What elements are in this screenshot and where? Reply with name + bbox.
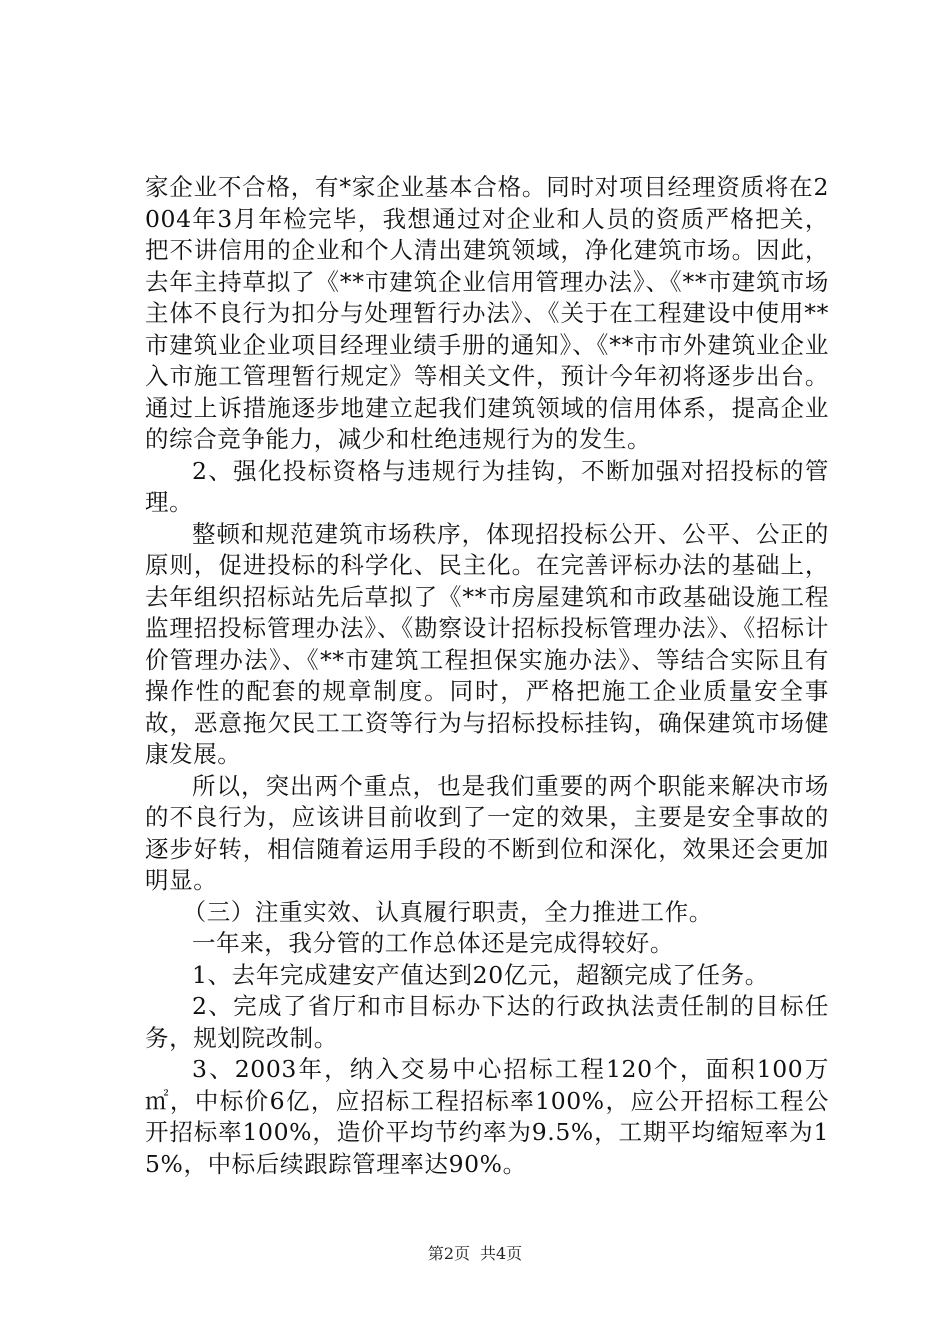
paragraph-continuation: 家企业不合格，有*家企业基本合格。同时对项目经理资质将在2004年3月年检完毕，我想通过对企业和人员的资质严格把关，把不讲信用的企业和个人清出建筑领域，净化建筑市场。因此，去年主持草拟了《**市建筑企业信用管理办法》、《**市建筑市场主体不良行为扣分与处理暂行办法》、《关于在工程建设中使用**市建筑业企业项目经理业绩手册的通知》、《**市市外建筑业企业入市施工管理暂行规定》等相关文件，预计今年初将逐步出台。通过上诉措施逐步地建立起我们建筑领域的信用体系，提高企业的综合竞争能力，减少和杜绝违规行为的发生。 <box>145 173 829 453</box>
list-item-3: 3、2003年，纳入交易中心招标工程120个，面积100万㎡，中标价6亿，应招标工程招标率100%，应公开招标工程公开招标率100%，造价平均节约率为9.5%，工期平均缩短率为15%，中标后续跟踪管理率达90%。 <box>145 1055 829 1178</box>
list-item-2: 2、完成了省厅和市目标办下达的行政执法责任制的目标任务，规划院改制。 <box>145 992 829 1052</box>
paragraph-bidding-regulation: 整顿和规范建筑市场秩序，体现招投标公开、公平、公正的原则，促进投标的科学化、民主化。在完善评标办法的基础上，去年组织招标站先后草拟了《**市房屋建筑和市政基础设施工程监理招投标管理办法》、《勘察设计招标投标管理办法》、《招标计价管理办法》、《**市建筑工程担保实施办法》、等结合实际且有操作性的配套的规章制度。同时，严格把施工企业质量安全事故，恶意拖欠民工工资等行为与招标投标挂钩，确保建筑市场健康发展。 <box>145 519 829 768</box>
page-total: 共4页 <box>480 1244 523 1263</box>
paragraph-item-2-heading: 2、强化投标资格与违规行为挂钩，不断加强对招投标的管理。 <box>145 456 829 516</box>
section-heading-three: （三）注重实效、认真履行职责，全力推进工作。 <box>182 897 713 926</box>
paragraph-year-overview: 一年来，我分管的工作总体还是完成得较好。 <box>192 929 674 957</box>
list-item-1: 1、去年完成建安产值达到20亿元，超额完成了任务。 <box>192 960 769 989</box>
page-footer <box>0 1244 950 1264</box>
page-number: 第2页 <box>427 1244 470 1263</box>
paragraph-summary: 所以，突出两个重点，也是我们重要的两个职能来解决市场的不良行为，应该讲目前收到了一定的效果，主要是安全事故的逐步好转，相信随着运用手段的不断到位和深化，效果还会更加明显。 <box>145 771 829 894</box>
document-body <box>145 172 829 1180</box>
